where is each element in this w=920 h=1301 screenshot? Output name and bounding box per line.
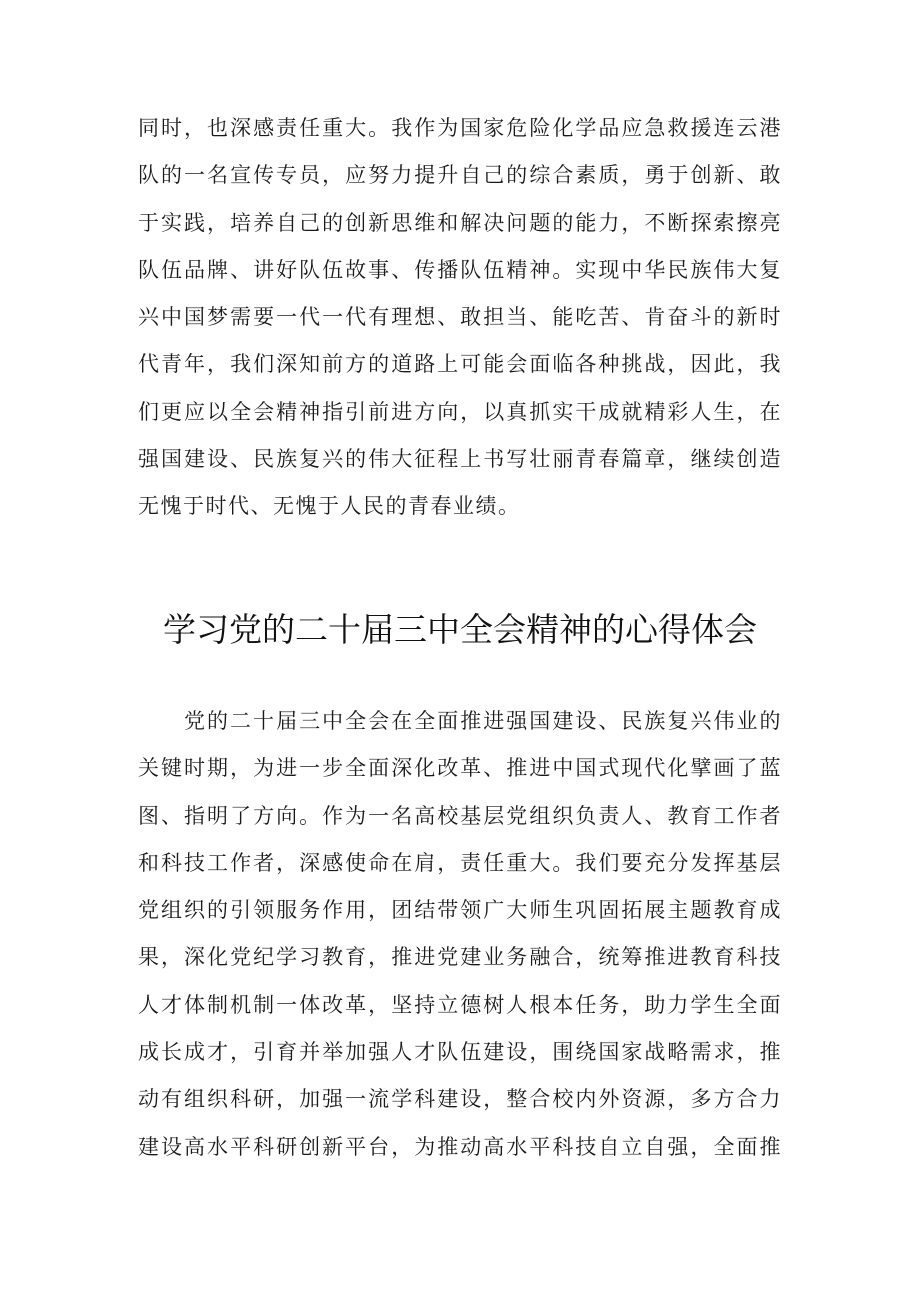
text-line: 动有组织科研，加强一流学科建设，整合校内外资源，多方合力 [138, 1087, 782, 1112]
text-line: 们更应以全会精神指引前进方向，以真抓实干成就精彩人生，在 [138, 399, 782, 424]
section-title: 学习党的二十届三中全会精神的心得体会 [163, 610, 757, 649]
text-line: 同时，也深感责任重大。我作为国家危险化学品应急救援连云港 [138, 116, 782, 140]
text-line: 和科技工作者，深感使命在肩，责任重大。我们要充分发挥基层 [138, 850, 782, 875]
text-line: 兴中国梦需要一代一代有理想、敢担当、能吃苦、肯奋斗的新时 [138, 305, 782, 330]
text-line: 图、指明了方向。作为一名高校基层党组织负责人、教育工作者 [138, 803, 782, 828]
text-line: 成长成才，引育并举加强人才队伍建设，围绕国家战略需求，推 [138, 1040, 782, 1065]
text-line: 队的一名宣传专员，应努力提升自己的综合素质，勇于创新、敢 [138, 163, 782, 188]
text-line: 队伍品牌、讲好队伍故事、传播队伍精神。实现中华民族伟大复 [138, 257, 782, 282]
text-line: 党的二十届三中全会在全面推进强国建设、民族复兴伟业的 [184, 709, 782, 733]
text-line: 党组织的引领服务作用，团结带领广大师生巩固拓展主题教育成 [138, 898, 782, 923]
text-line: 强国建设、民族复兴的伟大征程上书写壮丽青春篇章，继续创造 [138, 447, 782, 472]
text-line: 果，深化党纪学习教育，推进党建业务融合，统筹推进教育科技 [138, 945, 782, 970]
text-line: 代青年，我们深知前方的道路上可能会面临各种挑战，因此，我 [138, 352, 782, 377]
text-line: 关键时期，为进一步全面深化改革、推进中国式现代化擘画了蓝 [138, 756, 782, 781]
paragraph-body [138, 698, 782, 1171]
text-line: 人才体制机制一体改革，坚持立德树人根本任务，助力学生全面 [138, 992, 782, 1017]
text-line: 无愧于时代、无愧于人民的青春业绩。 [138, 494, 521, 519]
text-line: 建设高水平科研创新平台，为推动高水平科技自立自强，全面推 [138, 1134, 782, 1159]
text-line: 于实践，培养自己的创新思维和解决问题的能力，不断探索擦亮 [138, 210, 782, 235]
paragraph-continued [138, 105, 782, 531]
